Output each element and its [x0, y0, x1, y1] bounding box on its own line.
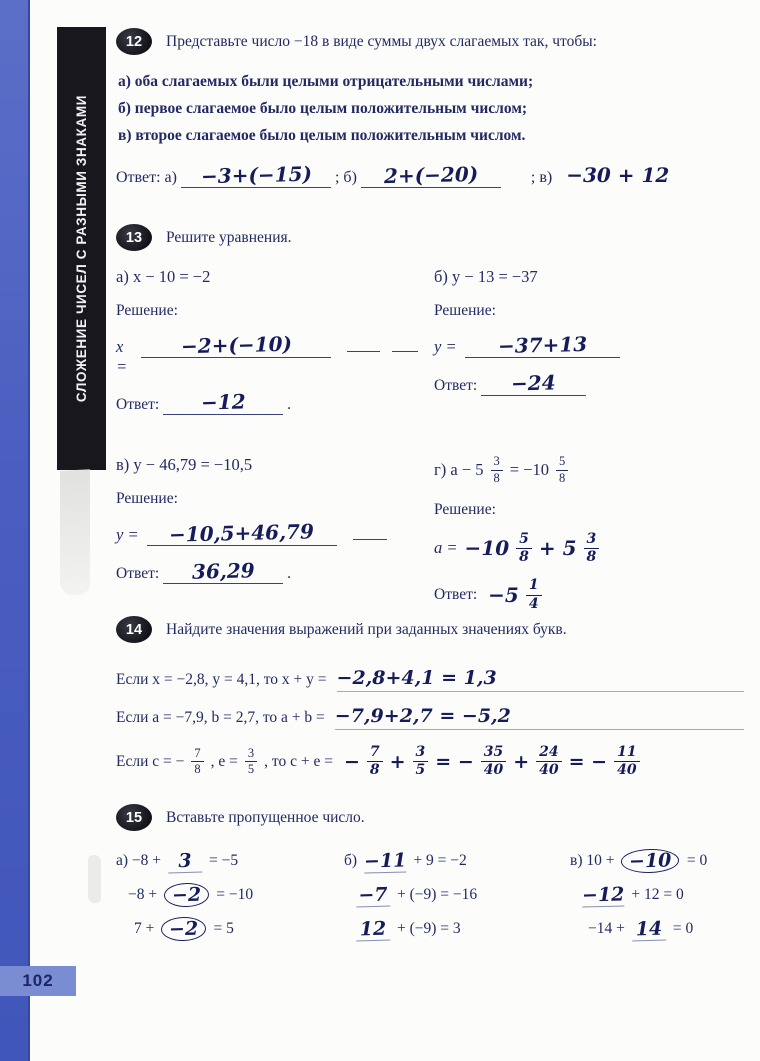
work-line-v — [116, 521, 418, 546]
column-v — [570, 844, 744, 946]
exercise-13-badge: 13 — [116, 224, 152, 251]
fraction — [191, 747, 203, 778]
fill-row — [344, 844, 570, 878]
numerator: 5 — [556, 455, 568, 471]
work-blank-v — [147, 521, 337, 546]
denominator: 8 — [586, 548, 597, 565]
denominator: 40 — [483, 762, 504, 779]
handwritten-missing-number: −7 — [356, 883, 391, 907]
variable-a: x = — [116, 337, 128, 376]
denominator: 40 — [617, 762, 637, 779]
handwritten-3c: = − — [435, 750, 474, 773]
exercise-12-badge: 12 — [116, 28, 152, 55]
item-a: а) оба слагаемых были целыми отрицательными числами; — [118, 73, 534, 90]
exercise-14-header — [116, 616, 744, 643]
handwritten-fraction — [413, 745, 429, 779]
denominator: 8 — [519, 548, 529, 565]
exercise-12 — [116, 28, 744, 188]
handwritten-answer-b: 2+(−20) — [383, 162, 479, 189]
numerator: 7 — [191, 747, 203, 763]
separator-v: ; в) — [530, 169, 553, 187]
equation-g-mid: = −10 — [509, 460, 550, 480]
given-3c: , то c + e = — [264, 752, 333, 770]
printed-pre: в) 10 + — [570, 852, 615, 869]
exercise-15 — [116, 804, 744, 946]
handwritten-3a: − — [343, 750, 360, 773]
answer-label-a: Ответ: — [116, 396, 160, 413]
handwritten-work-2: −7,9+2,7 = −5,2 — [334, 705, 511, 727]
handwritten-work-b: −37+13 — [497, 331, 587, 359]
solution-label-v: Решение: — [116, 490, 178, 507]
denominator: 5 — [247, 762, 255, 777]
handwritten-fraction — [367, 745, 383, 779]
exercise-13 — [116, 224, 744, 612]
page-number: 102 — [22, 971, 54, 990]
given-3b: , e = — [210, 752, 238, 770]
fraction — [556, 455, 568, 486]
exercise-12-answer-line — [116, 163, 744, 188]
numerator: 3 — [584, 532, 600, 549]
equation-v: в) y − 46,79 = −10,5 — [116, 455, 253, 474]
handwritten-3d: + — [513, 750, 530, 773]
binding-strip — [0, 0, 30, 1061]
fill-row — [116, 844, 344, 878]
equation-b: б) y − 13 = −37 — [434, 267, 538, 286]
answer-label-g: Ответ: — [434, 586, 478, 604]
handwritten-missing-number: 3 — [168, 849, 203, 873]
fraction — [245, 747, 257, 778]
handwritten-3b: + — [389, 750, 406, 773]
numerator: 11 — [614, 745, 639, 762]
chapter-banner — [57, 27, 106, 470]
exercise-15-badge: 15 — [116, 804, 152, 831]
answer-label-b: Ответ: — [434, 377, 478, 394]
exercise-14-title: Найдите значения выражений при заданных значениях букв. — [166, 621, 567, 638]
handwritten-answer-b: −24 — [511, 370, 557, 396]
numerator: 24 — [536, 745, 561, 762]
printed-post: = 0 — [686, 852, 708, 869]
printed-post: + 12 = 0 — [631, 886, 684, 903]
denominator: 4 — [528, 595, 539, 612]
handwritten-answer-v: 36,29 — [191, 558, 255, 584]
scan-artifact — [88, 854, 101, 903]
handwritten-work-v: −10,5+46,79 — [168, 519, 315, 547]
expression-line-3 — [116, 745, 744, 779]
numerator: 3 — [413, 745, 429, 762]
handwritten-work-1: −2,8+4,1 = 1,3 — [336, 667, 497, 689]
equation-v-cell — [116, 455, 418, 612]
scan-artifact — [60, 469, 90, 596]
denominator: 8 — [559, 470, 566, 485]
equation-a: а) x − 10 = −2 — [116, 267, 211, 286]
handwritten-missing-number-circled: −2 — [164, 882, 210, 907]
answer-label-v: Ответ: — [116, 565, 160, 582]
numerator: 3 — [491, 455, 503, 471]
page-number-tab — [0, 966, 76, 996]
equation-g — [434, 455, 744, 486]
handwritten-answer-a: −12 — [200, 389, 246, 415]
numerator: 1 — [526, 578, 542, 595]
equations-grid — [116, 267, 744, 612]
work-blank-2 — [335, 705, 744, 730]
handwritten-fraction — [481, 745, 506, 779]
work-blank-a — [141, 333, 331, 358]
handwritten-missing-number-circled: −10 — [621, 848, 680, 874]
numerator: 5 — [516, 532, 532, 549]
printed-pre: а) −8 + — [116, 852, 162, 869]
printed-post: = −10 — [216, 886, 254, 903]
exercise-12-items — [118, 68, 744, 149]
handwritten-fraction — [584, 532, 600, 566]
exercise-15-title: Вставьте пропущенное число. — [166, 809, 365, 826]
answer-line-v — [116, 559, 418, 584]
answer-blank-v — [163, 559, 283, 584]
work-blank-1 — [337, 667, 744, 692]
work-line-g — [434, 532, 744, 566]
expression-line-2 — [116, 705, 744, 730]
empty-blank — [392, 336, 418, 352]
handwritten-answer-g: −5 — [488, 583, 519, 608]
printed-post: = −5 — [209, 852, 239, 869]
handwritten-3e: = − — [568, 750, 608, 773]
period: . — [287, 396, 292, 413]
given-2: Если a = −7,9, b = 2,7, то a + b = — [116, 708, 325, 726]
equation-b-cell — [434, 267, 744, 415]
printed-post: + (−9) = 3 — [397, 920, 461, 937]
exercise-12-header — [116, 28, 744, 55]
exercise-13-title: Решите уравнения. — [166, 229, 292, 246]
handwritten-fraction — [614, 745, 639, 779]
denominator: 8 — [194, 762, 201, 777]
fill-row — [570, 878, 744, 912]
variable-v: y = — [116, 525, 139, 544]
handwritten-missing-number: −11 — [363, 848, 407, 873]
answer-line-a — [116, 390, 418, 415]
work-line-b — [434, 333, 744, 358]
handwritten-missing-number: 12 — [356, 917, 391, 941]
printed-post: = 5 — [213, 920, 234, 937]
work-blank-b — [465, 333, 620, 358]
answer-blank-a — [181, 163, 331, 188]
answer-blank-b — [361, 163, 501, 188]
empty-blank — [353, 524, 387, 540]
printed-pre: −14 + — [588, 920, 625, 937]
fraction — [491, 455, 503, 486]
numerator: 3 — [245, 747, 257, 763]
numerator: 35 — [481, 745, 506, 762]
handwritten-work-g-pre: −10 — [464, 536, 510, 561]
handwritten-work-g-mid: + 5 — [538, 536, 577, 561]
fill-row — [344, 912, 570, 946]
chapter-title: СЛОЖЕНИЕ ЧИСЕЛ С РАЗНЫМИ ЗНАКАМИ — [74, 94, 89, 403]
variable-b: y = — [434, 337, 457, 356]
item-v: в) второе слагаемое было целым положительным числом. — [118, 127, 526, 145]
handwritten-fraction — [536, 745, 561, 779]
answer-line-g — [434, 578, 744, 612]
printed-post: + 9 = −2 — [413, 852, 467, 869]
fill-row — [344, 878, 570, 912]
empty-blank — [347, 336, 379, 352]
printed-post: = 0 — [672, 920, 694, 937]
printed-pre: б) — [344, 852, 358, 869]
equation-g-pre: г) a − 5 — [434, 460, 484, 480]
exercise-14-badge: 14 — [116, 616, 152, 643]
denominator: 8 — [493, 470, 500, 485]
solution-label-b: Решение: — [434, 302, 496, 319]
separator-b: ; б) — [334, 169, 357, 187]
equation-g-cell — [434, 455, 744, 612]
handwritten-fraction — [526, 578, 542, 612]
handwritten-answer-v: −30 + 12 — [566, 163, 670, 188]
handwritten-missing-number: 14 — [632, 917, 667, 941]
handwritten-answer-a: −3+(−15) — [200, 162, 312, 189]
variable-g: a = — [434, 538, 458, 558]
work-line-a — [116, 333, 418, 377]
exercise-12-title: Представьте число −18 в виде суммы двух слагаемых так, чтобы: — [166, 33, 597, 50]
fill-row — [570, 912, 744, 946]
equation-a-cell — [116, 267, 418, 415]
denominator: 8 — [369, 762, 380, 779]
fill-row — [116, 878, 344, 912]
denominator: 5 — [415, 762, 426, 779]
solution-label-g: Решение: — [434, 500, 496, 518]
answer-blank-b — [481, 371, 586, 396]
fill-in-grid — [116, 844, 744, 946]
printed-pre: 7 + — [134, 920, 155, 937]
printed-post: + (−9) = −16 — [397, 886, 478, 903]
printed-pre: −8 + — [128, 886, 158, 903]
column-b — [344, 844, 570, 946]
answer-label: Ответ: а) — [116, 169, 177, 187]
handwritten-missing-number-circled: −2 — [161, 916, 207, 941]
exercise-14 — [116, 616, 744, 779]
fill-row — [116, 912, 344, 946]
given-1: Если x = −2,8, y = 4,1, то x + y = — [116, 670, 327, 688]
numerator: 7 — [367, 745, 383, 762]
denominator: 40 — [539, 762, 559, 779]
exercise-13-header — [116, 224, 744, 251]
column-a — [116, 844, 344, 946]
fill-row — [570, 844, 744, 878]
handwritten-missing-number: −12 — [581, 882, 625, 907]
period: . — [287, 565, 292, 582]
answer-blank-a — [163, 390, 283, 415]
handwritten-fraction — [516, 532, 532, 566]
solution-label-a: Решение: — [116, 302, 178, 319]
item-b: б) первое слагаемое было целым положительным числом; — [118, 100, 528, 118]
exercise-15-header — [116, 804, 744, 831]
handwritten-work-a: −2+(−10) — [180, 331, 293, 359]
expression-line-1 — [116, 667, 744, 692]
answer-line-b — [434, 371, 744, 396]
given-3a: Если c = − — [116, 752, 185, 770]
